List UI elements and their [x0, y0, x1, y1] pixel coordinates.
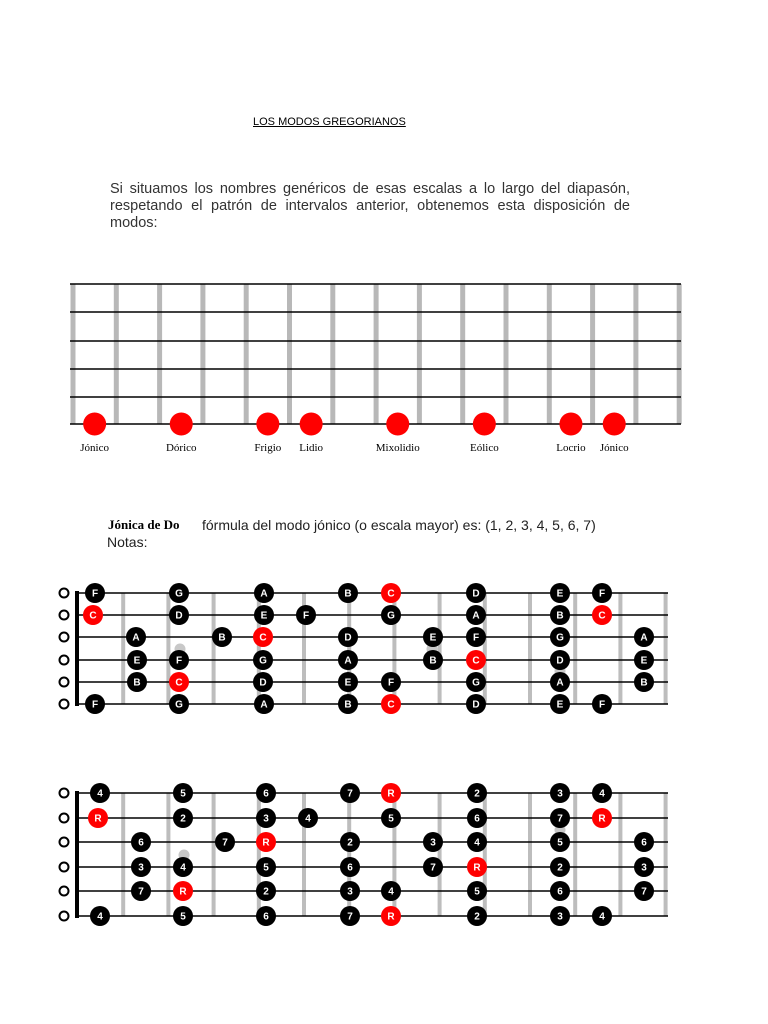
- open-string-marker: [60, 838, 69, 847]
- mode-dot: [300, 413, 323, 436]
- modes-fretboard: [0, 0, 768, 480]
- fret-wire: [121, 793, 125, 916]
- note-label: 6: [641, 837, 647, 849]
- note-label: 6: [138, 837, 144, 849]
- note-label: 4: [599, 911, 605, 923]
- nut: [75, 591, 79, 706]
- note-label: G: [175, 699, 183, 711]
- fret-wire: [244, 284, 249, 424]
- note-label: D: [175, 610, 183, 622]
- note-label: F: [91, 699, 99, 711]
- note-label: 5: [474, 886, 480, 898]
- note-label: A: [260, 588, 268, 600]
- note-label: B: [556, 610, 564, 622]
- note-label: G: [387, 610, 395, 622]
- fret-wire: [166, 593, 170, 704]
- section-formula: fórmula del modo jónico (o escala mayor) es: (1, 2, 3, 4, 5, 6, 7): [202, 517, 596, 533]
- note-label: F: [302, 610, 310, 622]
- note-label: 2: [474, 911, 480, 923]
- mode-dot: [386, 413, 409, 436]
- note-label: 4: [388, 886, 394, 898]
- note-label: E: [640, 655, 648, 667]
- mode-dot: [83, 413, 106, 436]
- note-label: 2: [180, 813, 186, 825]
- mode-dot: [559, 413, 582, 436]
- fret-wire: [460, 284, 465, 424]
- note-label: A: [556, 677, 564, 689]
- intro-line-2: respetando el patrón de intervalos anterior, obtenemos esta disposición de modos:: [110, 198, 630, 231]
- note-label: A: [472, 610, 480, 622]
- mode-label: Eólico: [469, 442, 499, 454]
- intro-line-1: Si situamos los nombres genéricos de esas escalas a lo largo del diapasón,: [110, 181, 630, 197]
- note-label: F: [472, 632, 480, 644]
- fret-wire: [677, 284, 682, 424]
- note-label: 4: [305, 813, 311, 825]
- note-label: R: [262, 837, 270, 849]
- note-label: B: [344, 699, 352, 711]
- fret-wire: [157, 284, 162, 424]
- note-label: 2: [263, 886, 269, 898]
- note-label: 2: [474, 788, 480, 800]
- fret-wire: [664, 593, 668, 704]
- note-label: 7: [430, 862, 436, 874]
- note-label: R: [179, 886, 187, 898]
- fret-wire: [200, 284, 205, 424]
- note-label: 3: [138, 862, 144, 874]
- mode-label: Mixolidio: [375, 442, 420, 454]
- fret-wire: [166, 793, 170, 916]
- note-label: C: [598, 610, 606, 622]
- note-label: B: [344, 588, 352, 600]
- note-label: 5: [388, 813, 394, 825]
- page-title: LOS MODOS GREGORIANOS: [253, 116, 406, 128]
- open-string-marker: [60, 887, 69, 896]
- note-label: D: [472, 588, 480, 600]
- note-label: 7: [557, 813, 563, 825]
- mode-label: Jónico: [80, 442, 110, 454]
- fret-wire: [212, 793, 216, 916]
- fret-wire: [528, 793, 532, 916]
- fret-wire: [618, 593, 622, 704]
- note-label: F: [598, 699, 606, 711]
- open-string-marker: [60, 912, 69, 921]
- fret-wire: [573, 593, 577, 704]
- mode-label: Lidio: [299, 442, 324, 454]
- note-label: 4: [180, 862, 186, 874]
- mode-label: Frigio: [254, 442, 282, 454]
- note-label: R: [94, 813, 102, 825]
- note-label: A: [640, 632, 648, 644]
- note-label: D: [556, 655, 564, 667]
- note-label: 7: [347, 788, 353, 800]
- fret-wire: [287, 284, 292, 424]
- fret-wire: [618, 793, 622, 916]
- note-label: C: [89, 610, 97, 622]
- note-label: 5: [263, 862, 269, 874]
- mode-label: Jónico: [599, 442, 629, 454]
- fret-wire: [212, 593, 216, 704]
- nut: [75, 791, 79, 918]
- note-label: B: [640, 677, 648, 689]
- note-label: 7: [347, 911, 353, 923]
- note-label: C: [387, 699, 395, 711]
- mode-dot: [170, 413, 193, 436]
- fret-wire: [633, 284, 638, 424]
- note-label: 3: [263, 813, 269, 825]
- note-label: E: [133, 655, 141, 667]
- fret-wire: [330, 284, 335, 424]
- note-label: D: [344, 632, 352, 644]
- fret-wire: [590, 284, 595, 424]
- note-label: F: [91, 588, 99, 600]
- note-label: R: [387, 911, 395, 923]
- open-string-marker: [60, 678, 69, 687]
- note-label: 5: [557, 837, 563, 849]
- open-string-marker: [60, 789, 69, 798]
- fret-wire: [374, 284, 379, 424]
- fret-wire: [504, 284, 509, 424]
- note-label: B: [218, 632, 226, 644]
- note-label: A: [260, 699, 268, 711]
- degrees-fretboard: [0, 775, 768, 935]
- note-label: E: [260, 610, 268, 622]
- note-label: 7: [641, 886, 647, 898]
- note-label: B: [429, 655, 437, 667]
- note-label: R: [387, 788, 395, 800]
- note-label: 6: [347, 862, 353, 874]
- fret-wire: [417, 284, 422, 424]
- note-label: 6: [263, 788, 269, 800]
- note-label: 2: [557, 862, 563, 874]
- note-label: F: [175, 655, 183, 667]
- fret-wire: [438, 793, 442, 916]
- open-string-marker: [60, 589, 69, 598]
- note-label: 4: [97, 911, 103, 923]
- note-label: G: [472, 677, 480, 689]
- note-label: 2: [347, 837, 353, 849]
- note-label: E: [556, 588, 564, 600]
- fret-wire: [438, 593, 442, 704]
- note-label: 4: [599, 788, 605, 800]
- mode-label: Dórico: [165, 442, 197, 454]
- note-label: 6: [474, 813, 480, 825]
- note-label: C: [387, 588, 395, 600]
- notes-label: Notas:: [107, 534, 148, 550]
- note-label: 5: [180, 911, 186, 923]
- note-label: 4: [474, 837, 480, 849]
- fret-wire: [114, 284, 119, 424]
- note-label: 6: [263, 911, 269, 923]
- note-label: B: [133, 677, 141, 689]
- fret-wire: [528, 593, 532, 704]
- mode-label: Locrio: [556, 442, 586, 454]
- note-label: E: [429, 632, 437, 644]
- note-label: G: [259, 655, 267, 667]
- note-label: 4: [97, 788, 103, 800]
- note-label: D: [472, 699, 480, 711]
- note-label: C: [175, 677, 183, 689]
- mode-dot: [603, 413, 626, 436]
- note-label: 7: [222, 837, 228, 849]
- note-label: 5: [180, 788, 186, 800]
- open-string-marker: [60, 700, 69, 709]
- note-label: D: [259, 677, 267, 689]
- note-label: F: [598, 588, 606, 600]
- note-label: E: [344, 677, 352, 689]
- notes-fretboard: [0, 575, 768, 725]
- open-string-marker: [60, 656, 69, 665]
- note-label: F: [387, 677, 395, 689]
- fret-wire: [547, 284, 552, 424]
- open-string-marker: [60, 814, 69, 823]
- open-string-marker: [60, 611, 69, 620]
- fret-wire: [121, 593, 125, 704]
- note-label: 3: [641, 862, 647, 874]
- mode-dot: [256, 413, 279, 436]
- fret-wire: [664, 793, 668, 916]
- note-label: R: [598, 813, 606, 825]
- fret-wire: [573, 793, 577, 916]
- section-title: Jónica de Do: [108, 517, 180, 532]
- open-string-marker: [60, 633, 69, 642]
- mode-dot: [473, 413, 496, 436]
- note-label: A: [132, 632, 140, 644]
- note-label: G: [175, 588, 183, 600]
- note-label: G: [556, 632, 564, 644]
- note-label: 3: [557, 788, 563, 800]
- note-label: E: [556, 699, 564, 711]
- note-label: 7: [138, 886, 144, 898]
- note-label: A: [344, 655, 352, 667]
- note-label: C: [472, 655, 480, 667]
- note-label: 3: [557, 911, 563, 923]
- note-label: 3: [347, 886, 353, 898]
- note-label: C: [259, 632, 267, 644]
- note-label: 6: [557, 886, 563, 898]
- note-label: R: [473, 862, 481, 874]
- note-label: 3: [430, 837, 436, 849]
- open-string-marker: [60, 863, 69, 872]
- fret-wire: [71, 284, 76, 424]
